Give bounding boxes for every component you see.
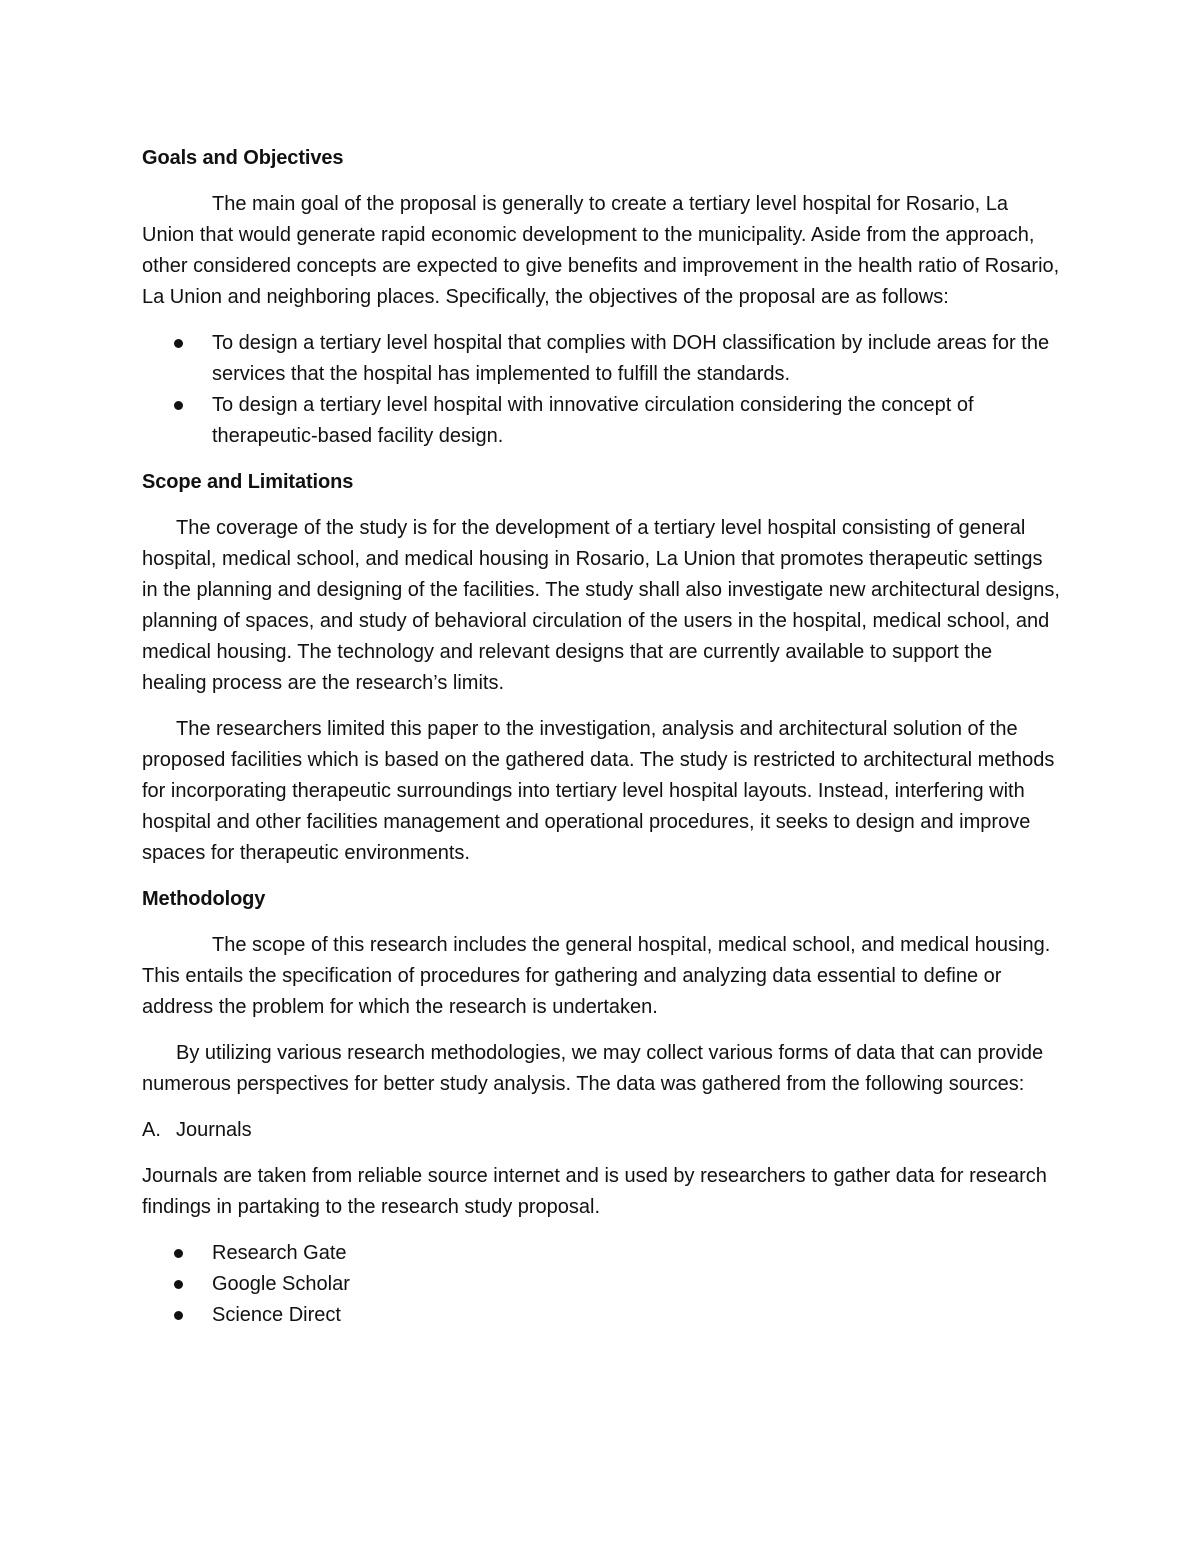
list-item xyxy=(142,1269,1062,1300)
bullet-icon xyxy=(174,1311,183,1320)
scope-paragraph-1: The coverage of the study is for the development of a tertiary level hospital consisting of general hospital, medical school, and medical housing in Rosario, La Union that promotes therapeutic settings in the planning and designing of the facilities. The study shall also investigate new architectural designs, planning of spaces, and study of behavioral circulation of the users in the hospital, medical school, and medical housing. The technology and relevant designs that are currently available to support the healing process are the research’s limits. xyxy=(142,517,1060,694)
objective-text: To design a tertiary level hospital with innovative circulation considering the concept of therapeutic-based facility design. xyxy=(212,394,974,447)
list-item xyxy=(142,1238,1062,1269)
journal-sources-list xyxy=(142,1238,1062,1331)
list-item xyxy=(142,1300,1062,1331)
source-a-marker: A. xyxy=(142,1119,161,1141)
goals-heading: Goals and Objectives xyxy=(142,147,344,169)
objective-text: To design a tertiary level hospital that complies with DOH classification by include areas for the services that the hospital has implemented to fulfill the standards. xyxy=(212,332,1050,385)
goals-paragraph: The main goal of the proposal is generally to create a tertiary level hospital for Rosario, La Union that would generate rapid economic development to the municipality. Aside from the approach, other considered concepts are expected to give benefits and improvement in the health ratio of Rosario, La Union and neighboring places. Specifically, the objectives of the proposal are as follows: xyxy=(142,193,1060,308)
scope-heading: Scope and Limitations xyxy=(142,471,354,493)
journal-source-text: Google Scholar xyxy=(212,1273,350,1295)
methodology-paragraph-1: The scope of this research includes the general hospital, medical school, and medical housing. This entails the specification of procedures for gathering and analyzing data essential to define or address the problem for which the research is undertaken. xyxy=(142,934,1051,1018)
journal-source-text: Research Gate xyxy=(212,1242,347,1264)
journal-source-text: Science Direct xyxy=(212,1304,341,1326)
methodology-paragraph-2: By utilizing various research methodologies, we may collect various forms of data that can provide numerous perspectives for better study analysis. The data was gathered from the following sources: xyxy=(142,1042,1044,1095)
bullet-icon xyxy=(174,401,183,410)
objectives-list xyxy=(142,328,1062,452)
source-a-label xyxy=(142,1115,1062,1146)
scope-paragraph-2: The researchers limited this paper to the investigation, analysis and architectural solution of the proposed facilities which is based on the gathered data. The study is restricted to architectural methods for incorporating therapeutic surroundings into tertiary level hospital layouts. Instead, interfering with hospital and other facilities management and operational procedures, it seeks to design and improve spaces for therapeutic environments. xyxy=(142,718,1055,864)
journals-paragraph: Journals are taken from reliable source internet and is used by researchers to gather data for research findings in partaking to the research study proposal. xyxy=(142,1165,1047,1218)
source-a-text: Journals xyxy=(176,1119,252,1141)
list-item xyxy=(142,390,1062,452)
methodology-heading: Methodology xyxy=(142,888,266,910)
bullet-icon xyxy=(174,1280,183,1289)
bullet-icon xyxy=(174,1249,183,1258)
list-item xyxy=(142,328,1062,390)
bullet-icon xyxy=(174,339,183,348)
document-body xyxy=(142,143,1062,1346)
